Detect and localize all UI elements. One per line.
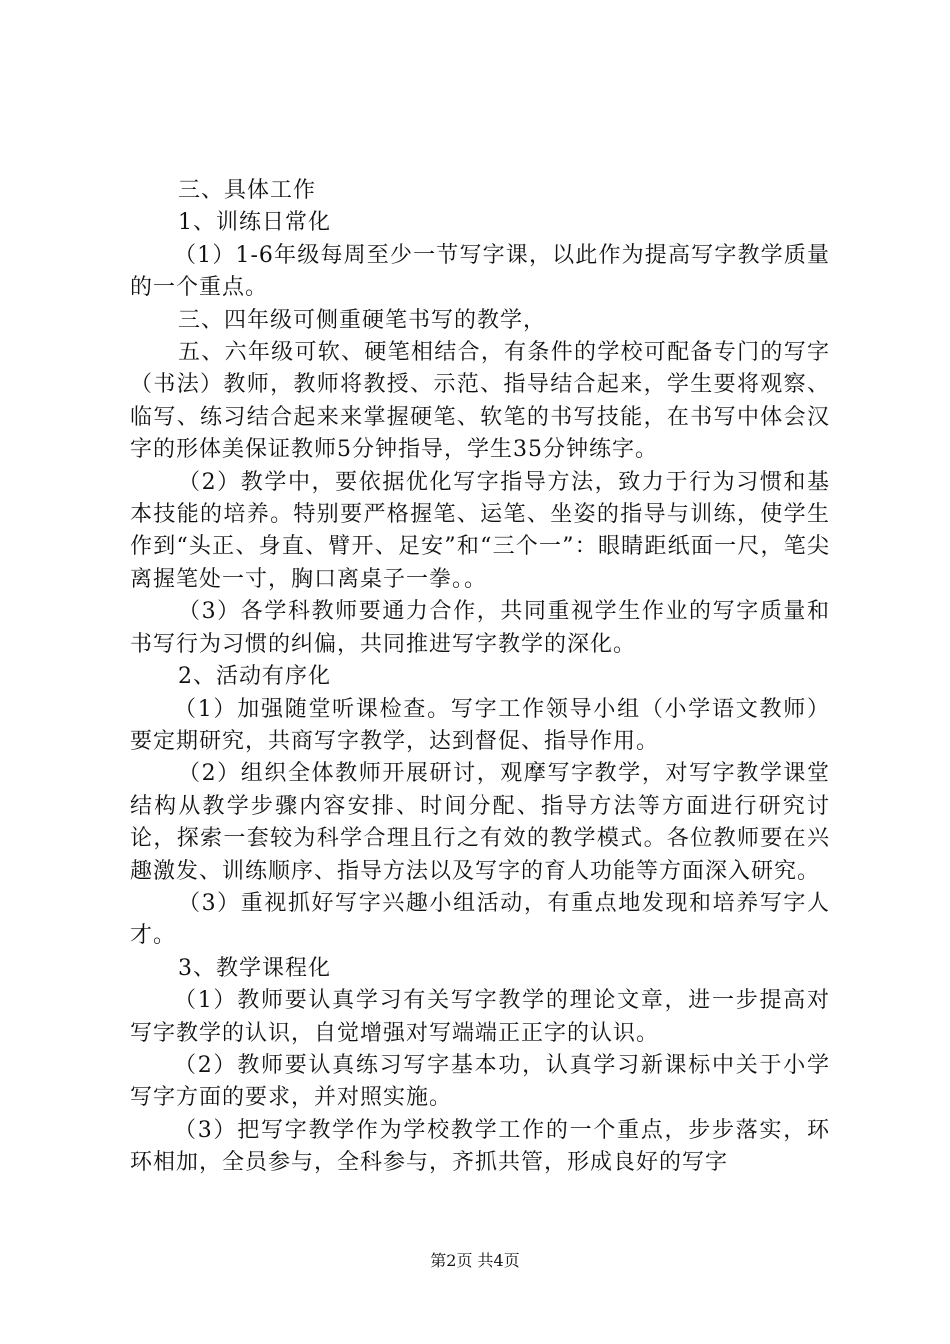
page-footer [0, 1248, 950, 1271]
paragraph: （1）1-6年级每周至少一节写字课，以此作为提高写字教学质量的一个重点。 [130, 242, 830, 301]
paragraph: （3）把写字教学作为学校教学工作的一个重点，步步落实，环环相加，全员参与，全科参与，齐抓共管，形成良好的写字 [130, 1117, 830, 1176]
subsection-heading: 1、训练日常化 [178, 210, 331, 236]
paragraph: （3）各学科教师要通力合作，共同重视学生作业的写字质量和书写行为习惯的纠偏，共同推进写字教学的深化。 [130, 599, 830, 657]
subsection-heading: 2、活动有序化 [178, 664, 331, 690]
paragraph: （3）重视抓好写字兴趣小组活动，有重点地发现和培养写字人才。 [130, 890, 830, 949]
paragraph: 五、六年级可软、硬笔相结合，有条件的学校可配备专门的写字（书法）教师，教师将教授、示范、指导结合起来，学生要将观察、临写、练习结合起来来掌握硬笔、软笔的书写技能，在书写中体会汉字的形体美保证教师5分钟指导，学生35分钟练字。 [130, 340, 830, 463]
paragraph: （1）教师要认真学习有关写字教学的理论文章，进一步提高对写字教学的认识，自觉增强对写端端正正字的认识。 [130, 988, 830, 1046]
page-number-label: 第2页 共4页 [430, 1251, 520, 1270]
document-body [130, 175, 830, 1180]
subsection-heading: 3、教学课程化 [178, 955, 331, 981]
paragraph: （2）教师要认真练习写字基本功，认真学习新课标中关于小学写字方面的要求，并对照实施。 [130, 1052, 830, 1111]
paragraph: （2）组织全体教师开展研讨，观摩写字教学，对写字教学课堂结构从教学步骤内容安排、时间分配、指导方法等方面进行研究讨论，探索一套较为科学合理且行之有效的教学模式。各位教师要在兴趣激发、训练顺序、指导方法以及写字的育人功能等方面深入研究。 [130, 761, 830, 884]
section-heading: 三、具体工作 [178, 178, 317, 203]
paragraph: 三、四年级可侧重硬笔书写的教学， [178, 307, 547, 333]
paragraph: （2）教学中，要依据优化写字指导方法，致力于行为习惯和基本技能的培养。特别要严格握笔、运笔、坐姿的指导与训练，使学生作到“头正、身直、臂开、足安”和“三个一”：眼睛距纸面一尺，笔尖离握笔处一寸，胸口离桌子一拳。。 [130, 469, 830, 592]
paragraph: （1）加强随堂听课检查。写字工作领导小组（小学语文教师）要定期研究，共商写字教学，达到督促、指导作用。 [130, 696, 830, 754]
